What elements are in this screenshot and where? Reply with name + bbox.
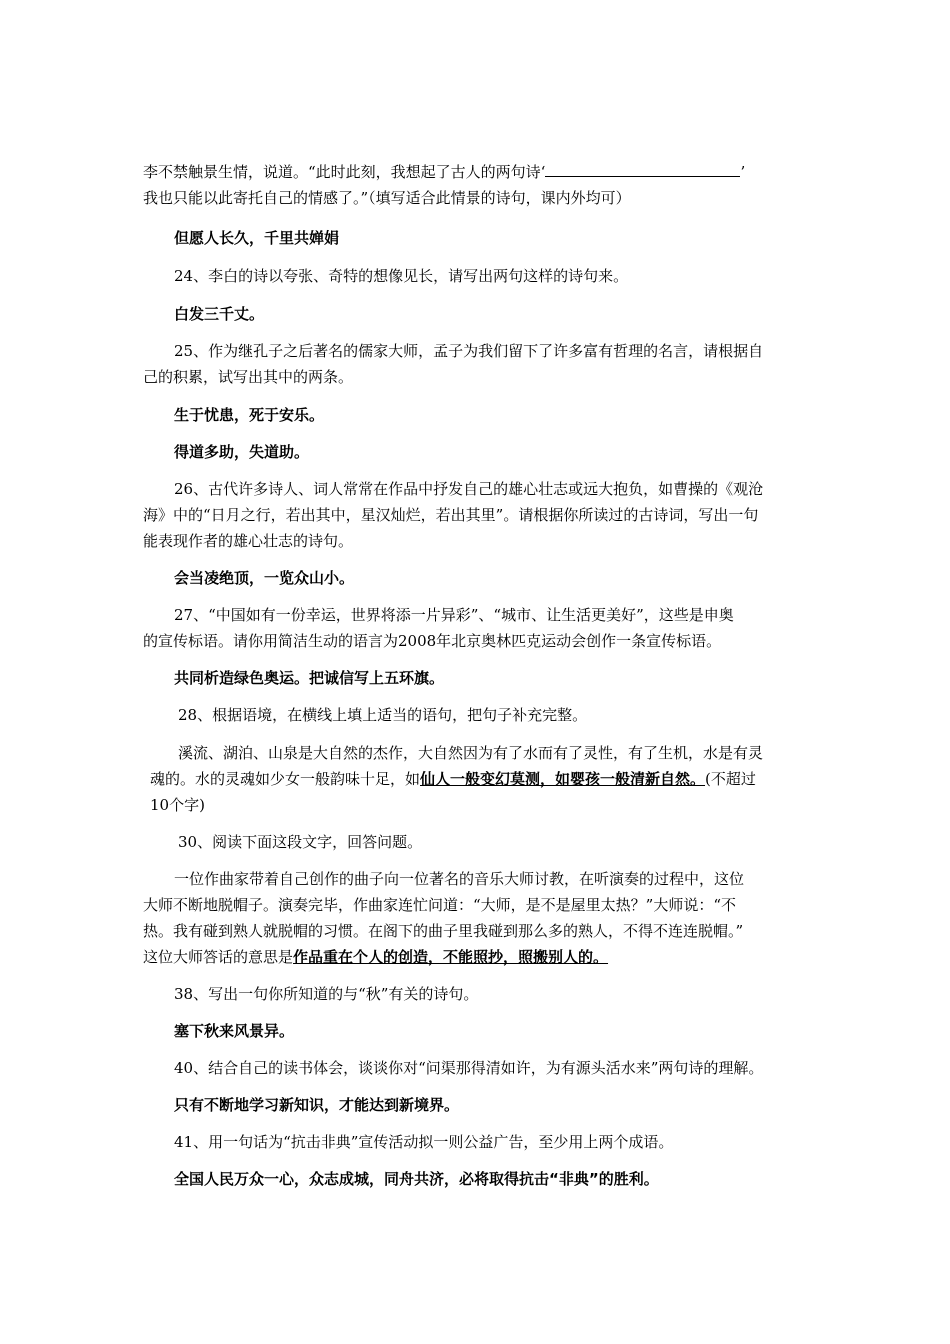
intro-line-1 [143, 162, 745, 182]
q30-passage-line-1: 一位作曲家带着自己创作的曲子向一位著名的音乐大师讨教，在听演奏的过程中，这位 [174, 870, 745, 888]
q28-passage-line-1: 溪流、湖泊、山泉是大自然的杰作，大自然因为有了水而有了灵性，有了生机，水是有灵 [178, 744, 764, 762]
q40-question: 40、结合自己的读书体会，谈谈你对“问渠那得清如许，为有源头活水来”两句诗的理解。 [174, 1059, 764, 1077]
q26-answer: 会当凌绝顶，一览众山小。 [174, 569, 355, 587]
q26-question-line-2: 海》中的“日月之行，若出其中，星汉灿烂，若出其里”。请根据你所读过的古诗词，写出一句 [143, 506, 759, 524]
q27-question-line-2: 的宣传标语。请你用简洁生动的语言为2008年北京奥林匹克运动会创作一条宣传标语。 [143, 632, 722, 650]
q25-answer-1: 生于忧患，死于安乐。 [174, 406, 325, 424]
q30-passage-line-3: 热。我有碰到熟人就脱帽的习惯。在阁下的曲子里我碰到那么多的熟人，不得不连连脱帽。” [143, 922, 744, 940]
q30-question: 30、阅读下面这段文字，回答问题。 [178, 833, 423, 851]
q25-answer-2: 得道多助，失道助。 [174, 443, 310, 461]
q28-limit-note: (不超过 [705, 770, 756, 788]
q26-question-line-3: 能表现作者的雄心壮志的诗句。 [143, 532, 354, 550]
q38-question: 38、写出一句你所知道的与“秋”有关的诗句。 [174, 985, 479, 1003]
q28-passage-line-3: 10个字) [150, 796, 205, 814]
q27-answer: 共同析造绿色奥运。把诚信写上五环旗。 [174, 669, 445, 687]
q27-question-line-1: 27、“中国如有一份幸运，世界将添一片异彩”、“城市、让生活更美好”，这些是申奥 [174, 606, 734, 624]
intro-line-2: 我也只能以此寄托自己的情感了。”（填写适合此情景的诗句，课内外均可） [143, 189, 631, 207]
q25-question-line-1: 25、作为继孔子之后著名的儒家大师，孟子为我们留下了许多富有哲理的名言，请根据自 [174, 342, 764, 360]
q30-answer: 作品重在个人的创造，不能照抄，照搬别人的。 [293, 948, 609, 966]
intro-line-1-quote: ’ [740, 163, 746, 181]
q25-question-line-2: 己的积累，试写出其中的两条。 [143, 368, 354, 386]
q28-passage-line-2 [150, 769, 756, 789]
q24-answer: 白发三千丈。 [174, 305, 265, 323]
q38-answer: 塞下秋来风景异。 [174, 1022, 295, 1040]
q28-answer: 仙人一般变幻莫测，如婴孩一般清新自然。 [420, 770, 706, 788]
q24-question: 24、李白的诗以夸张、奇特的想像见长，请写出两句这样的诗句来。 [174, 267, 629, 285]
q41-answer: 全国人民万众一心，众志成城，同舟共济，必将取得抗击“非典”的胜利。 [174, 1170, 659, 1188]
q41-question: 41、用一句话为“抗击非典”宣传活动拟一则公益广告，至少用上两个成语。 [174, 1133, 674, 1151]
q30-passage-text: 这位大师答话的意思是 [143, 948, 294, 966]
intro-answer: 但愿人长久，千里共婵娟 [174, 229, 340, 247]
q28-question: 28、根据语境，在横线上填上适当的语句，把句子补充完整。 [178, 706, 588, 724]
q30-passage-line-4 [143, 947, 608, 967]
q40-answer: 只有不断地学习新知识，才能达到新境界。 [174, 1096, 460, 1114]
q30-passage-line-2: 大师不断地脱帽子。演奏完毕，作曲家连忙问道：“大师，是不是屋里太热？”大师说：“不 [143, 896, 737, 914]
q26-question-line-1: 26、古代许多诗人、词人常常在作品中抒发自己的雄心壮志或远大抱负，如曹操的《观沧 [174, 480, 764, 498]
intro-line-1-text: 李不禁触景生情，说道。“此时此刻，我想起了古人的两句诗‘ [143, 163, 546, 181]
q28-passage-text: 魂的。水的灵魂如少女一般韵味十足，如 [150, 770, 421, 788]
fill-in-blank [545, 162, 740, 177]
